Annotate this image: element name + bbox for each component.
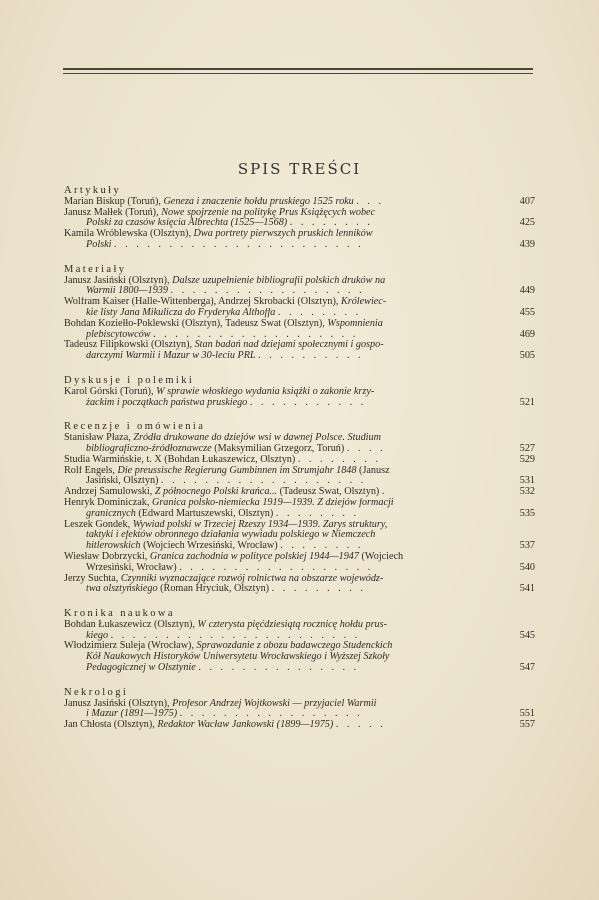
toc-entry[interactable] bbox=[64, 229, 535, 251]
entry-line: Warmii 1800—1939 . . . . . . . . . . . . . . . . . . bbox=[86, 286, 365, 297]
page-number: 532 bbox=[519, 486, 535, 498]
toc-entry[interactable] bbox=[64, 455, 535, 466]
toc-entry[interactable] bbox=[64, 340, 535, 362]
entry-line: Polski za czasów księcia Albrechta (1525—1568) . . . . . . . . bbox=[86, 218, 373, 229]
page-number: 425 bbox=[519, 217, 535, 229]
entry-line: żackim i początkach państwa pruskiego . . . . . . . . . . . bbox=[86, 397, 367, 408]
entry-line: Karol Górski (Toruń), W sprawie włoskiego wydania książki o zakonie krzy- bbox=[64, 386, 375, 397]
page-number: 547 bbox=[519, 662, 535, 674]
entry-line: Janusz Jasiński (Olsztyn), Dalsze uzupełnienie bibliografii polskich druków na bbox=[64, 275, 386, 286]
toc-section bbox=[64, 186, 535, 251]
header-rule-thin bbox=[63, 73, 533, 74]
entry-line: Włodzimierz Suleja (Wrocław), Sprawozdanie z obozu badawczego Studenckich bbox=[64, 641, 393, 652]
page-number: 521 bbox=[519, 396, 535, 408]
page-number: 545 bbox=[519, 629, 535, 641]
entry-line: Marian Biskup (Toruń), Geneza i znaczenie hołdu pruskiego 1525 roku . . . bbox=[64, 196, 385, 207]
entry-line: Pedagogicznej w Olsztynie . . . . . . . . . . . . . . . bbox=[86, 663, 360, 674]
toc-section bbox=[64, 688, 535, 731]
toc-entry[interactable] bbox=[64, 498, 535, 520]
toc-entry[interactable] bbox=[64, 520, 535, 552]
section-heading: Materiały bbox=[64, 263, 127, 275]
page-number: 469 bbox=[519, 328, 535, 340]
entry-line: kiego . . . . . . . . . . . . . . . . . . . . . . . bbox=[86, 630, 361, 641]
toc-section bbox=[64, 609, 535, 674]
entry-line: Bohdan Koziełło-Poklewski (Olsztyn), Tadeusz Swat (Olsztyn), Wspomnienia bbox=[64, 318, 383, 329]
toc-entry[interactable] bbox=[64, 297, 535, 319]
toc-entry[interactable] bbox=[64, 552, 535, 574]
entry-line: Jasiński, Olsztyn) . . . . . . . . . . . . . . . . . . . bbox=[86, 476, 367, 487]
page-number: 541 bbox=[519, 583, 535, 595]
toc-entry[interactable] bbox=[64, 319, 535, 341]
entry-line: Rolf Engels, Die preussische Regierung Gumbinnen im Strumjahr 1848 (Janusz bbox=[64, 465, 390, 476]
toc-entry[interactable] bbox=[64, 620, 535, 642]
entry-line: Studia Warmińskie, t. X (Bohdan Łukaszewicz, Olsztyn) . . . . . . . . bbox=[64, 454, 382, 465]
entry-line: Leszek Gondek, Wywiad polski w Trzeciej Rzeszy 1934—1939. Zarys struktury, bbox=[64, 519, 388, 530]
entry-line: plebiscytowców . . . . . . . . . . . . . . . . . . . bbox=[86, 329, 359, 340]
entry-line: Tadeusz Filipkowski (Olsztyn), Stan badań nad dziejami społecznymi i gospo- bbox=[64, 340, 384, 351]
toc-entry[interactable] bbox=[64, 433, 535, 455]
header-rule-thick bbox=[63, 68, 533, 70]
toc-entry[interactable] bbox=[64, 699, 535, 721]
toc-entry[interactable] bbox=[64, 641, 535, 673]
section-heading: Nekrologi bbox=[64, 686, 129, 698]
toc-entry[interactable] bbox=[64, 574, 535, 596]
toc-entry[interactable] bbox=[64, 276, 535, 298]
section-heading: Dyskusje i polemiki bbox=[64, 374, 195, 386]
entry-line: Jan Chłosta (Olsztyn), Redaktor Wacław Jankowski (1899—1975) . . . . . bbox=[64, 720, 386, 731]
page-number: 540 bbox=[519, 561, 535, 573]
page-title: SPIS TREŚCI bbox=[237, 160, 362, 178]
page-number: 529 bbox=[519, 453, 535, 465]
entry-line: granicznych (Edward Martuszewski, Olsztyn) . . . . . . . . bbox=[86, 508, 360, 519]
entry-line: Kół Naukowych Historyków Uniwersytetu Wrocławskiego i Wyższej Szkoły bbox=[86, 652, 390, 663]
page-number: 557 bbox=[519, 719, 535, 731]
section-heading: Recenzje i omówienia bbox=[64, 421, 206, 433]
entry-line: Janusz Jasiński (Olsztyn), Profesor Andrzej Wojtkowski — przyjaciel Warmii bbox=[64, 698, 377, 709]
page-number: 449 bbox=[519, 285, 535, 297]
entry-line: darczymi Warmii i Mazur w 30-leciu PRL . . . . . . . . . . bbox=[86, 351, 364, 362]
toc-entry[interactable] bbox=[64, 387, 535, 409]
page-number: 535 bbox=[519, 507, 535, 519]
entry-line: Wrzesiński, Wrocław) . . . . . . . . . . . . . . . . . . bbox=[86, 562, 374, 573]
entry-line: twa olsztyńskiego (Roman Hryciuk, Olsztyn) . . . . . . . . . bbox=[86, 584, 366, 595]
toc-entry[interactable] bbox=[64, 208, 535, 230]
page-number: 455 bbox=[519, 306, 535, 318]
entry-line: Stanisław Płaza, Źródła drukowane do dziejów wsi w dawnej Polsce. Studium bbox=[64, 433, 381, 444]
toc-entry[interactable] bbox=[64, 487, 535, 498]
toc-section bbox=[64, 422, 535, 595]
entry-line: Polski . . . . . . . . . . . . . . . . . . . . . . . bbox=[86, 239, 364, 250]
entry-line: taktyki i efektów obronnego działania wywiadu polskiego w Niemczech bbox=[86, 530, 376, 541]
entry-line: Kamila Wróblewska (Olsztyn), Dwa portrety pierwszych pruskich lenników bbox=[64, 229, 373, 240]
entry-line: Henryk Dominiczak, Granica polsko-niemiecka 1919—1939. Z dziejów formacji bbox=[64, 497, 394, 508]
toc-entry[interactable] bbox=[64, 466, 535, 488]
section-heading: Kronika naukowa bbox=[64, 608, 175, 620]
entry-line: Jerzy Suchta, Czynniki wyznaczające rozwój rolnictwa na obszarze wojewódz- bbox=[64, 573, 384, 584]
page-number: 537 bbox=[519, 540, 535, 552]
page-number: 439 bbox=[519, 238, 535, 250]
page-number: 527 bbox=[519, 442, 535, 454]
entry-line: kie listy Jana Mikulicza do Fryderyka Althoffa . . . . . . . . bbox=[86, 307, 362, 318]
entry-line: hitlerowskich (Wojciech Wrzesiński, Wrocław) . . . . . . . . bbox=[86, 541, 364, 552]
entry-line: Andrzej Samulowski, Z północnego Polski krańca... (Tadeusz Swat, Olsztyn) . bbox=[64, 487, 388, 498]
entry-line: Wolfram Kaiser (Halle-Wittenberga), Andrzej Skrobacki (Olsztyn), Królewiec- bbox=[64, 297, 387, 308]
entry-line: i Mazur (1891—1975) . . . . . . . . . . . . . . . . . bbox=[86, 709, 363, 720]
toc-entry[interactable] bbox=[64, 197, 535, 208]
toc-section bbox=[64, 265, 535, 362]
entry-line: Janusz Małłek (Toruń), Nowe spojrzenie na politykę Prus Książęcych wobec bbox=[64, 207, 376, 218]
entry-line: bibliograficzno-źródłoznawcze (Maksymilian Grzegorz, Toruń) . . . . bbox=[86, 443, 386, 454]
toc-section bbox=[64, 376, 535, 408]
page-number: 531 bbox=[519, 475, 535, 487]
toc-entry[interactable] bbox=[64, 720, 535, 731]
section-heading: Artykuły bbox=[64, 185, 122, 196]
page-number: 505 bbox=[519, 350, 535, 362]
page-number: 407 bbox=[519, 195, 535, 207]
table-of-contents bbox=[64, 186, 535, 745]
page-number: 551 bbox=[519, 708, 535, 720]
entry-line: Wiesław Dobrzycki, Granica zachodnia w polityce polskiej 1944—1947 (Wojciech bbox=[64, 551, 404, 562]
entry-line: Bohdan Łukaszewicz (Olsztyn), W czterysta pięćdziesiątą rocznicę hołdu prus- bbox=[64, 619, 388, 630]
